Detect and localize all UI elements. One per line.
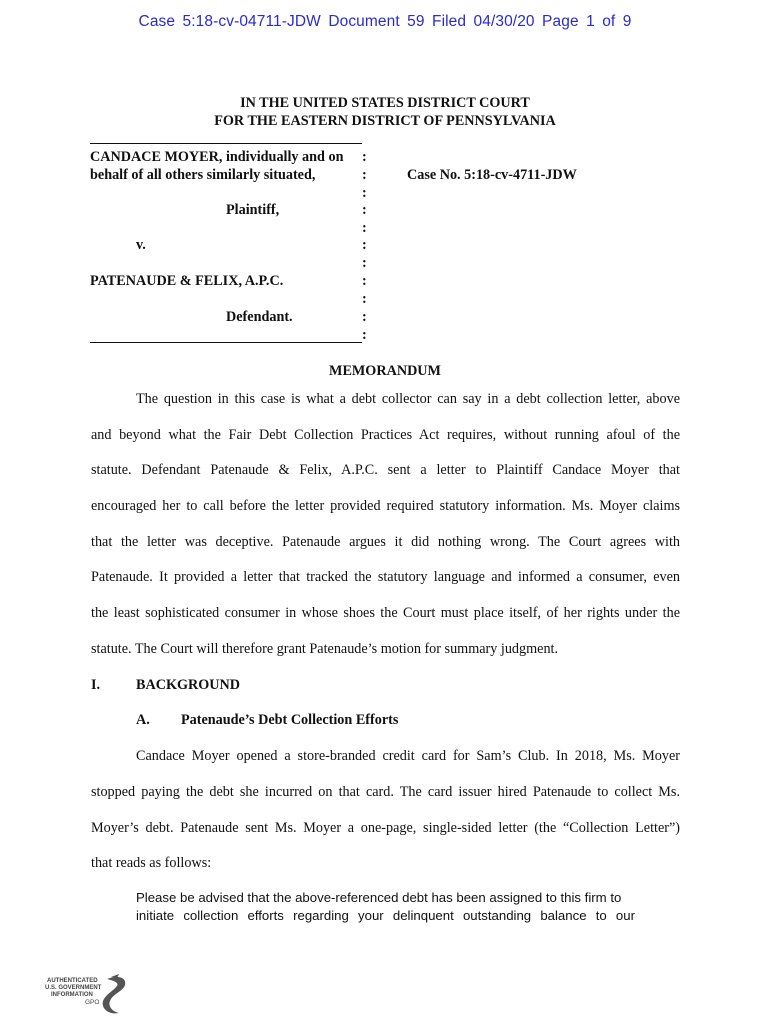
subsection-heading: Patenaude’s Debt Collection Efforts: [181, 712, 399, 728]
memorandum-title: MEMORANDUM: [329, 363, 441, 379]
intro-line: encouraged her to call before the letter provided required statutory information. Ms. Moyer claims: [91, 498, 680, 514]
background-line: Candace Moyer opened a store-branded credit card for Sam’s Club. In 2018, Ms. Moyer: [136, 748, 680, 764]
caption-colon: :: [362, 309, 367, 325]
plaintiff-role: Plaintiff,: [226, 202, 280, 218]
caption-colon: :: [362, 185, 367, 201]
subsection-number: A.: [136, 712, 150, 728]
gpo-logo-line4: GPO: [85, 999, 100, 1006]
caption-top-rule: [90, 143, 362, 144]
versus: v.: [136, 237, 146, 253]
defendant-role: Defendant.: [226, 309, 293, 325]
block-quote-line: initiate collection efforts regarding your delinquent outstanding balance to our: [136, 908, 635, 923]
intro-line: that the letter was deceptive. Patenaude argues it did nothing wrong. The Court agrees with: [91, 534, 680, 550]
defendant-name: PATENAUDE & FELIX, A.P.C.: [90, 273, 284, 289]
background-line: stopped paying the debt she incurred on that card. The card issuer hired Patenaude to collect Ms.: [91, 784, 680, 800]
caption-colon: :: [362, 202, 367, 218]
caption-colon: :: [362, 149, 367, 165]
caption-colon: :: [362, 237, 367, 253]
caption-bottom-rule: [90, 342, 362, 343]
intro-line: statute. Defendant Patenaude & Felix, A.P.C. sent a letter to Plaintiff Candace Moyer that: [91, 462, 680, 478]
plaintiff-name-line2: behalf of all others similarly situated,: [90, 167, 316, 183]
caption-colon: :: [362, 327, 367, 343]
caption-colon: :: [362, 291, 367, 307]
intro-line: and beyond what the Fair Debt Collection Practices Act requires, without running afoul of the: [91, 427, 680, 443]
gpo-logo-line2: U.S. GOVERNMENT: [45, 985, 102, 991]
caption-colon: :: [362, 220, 367, 236]
block-quote-line: Please be advised that the above-referenced debt has been assigned to this firm to: [136, 890, 622, 905]
gpo-authentication-logo: [45, 973, 135, 1017]
intro-line: statute. The Court will therefore grant Patenaude’s motion for summary judgment.: [91, 641, 559, 657]
intro-line: The question in this case is what a debt collector can say in a debt collection letter, above: [136, 391, 680, 407]
case-number: Case No. 5:18-cv-4711-JDW: [407, 167, 577, 183]
intro-line: Patenaude. It provided a letter that tracked the statutory language and informed a consumer, even: [91, 569, 680, 585]
section-heading: BACKGROUND: [136, 677, 241, 693]
background-line: Moyer’s debt. Patenaude sent Ms. Moyer a one-page, single-sided letter (the “Collection Letter”): [91, 820, 680, 836]
gpo-logo-line3: INFORMATION: [51, 992, 93, 998]
gpo-logo-line1: AUTHENTICATED: [47, 978, 98, 984]
gpo-eagle-icon: [45, 973, 135, 1017]
case-header-stamp: Case 5:18-cv-04711-JDW Document 59 Filed 04/30/20 Page 1 of 9: [138, 13, 632, 30]
court-title-line1: IN THE UNITED STATES DISTRICT COURT: [240, 95, 530, 111]
intro-line: the least sophisticated consumer in whose shoes the Court must place itself, of her rights under the: [91, 605, 680, 621]
caption-colon: :: [362, 273, 367, 289]
caption-colon: :: [362, 255, 367, 271]
court-title-line2: FOR THE EASTERN DISTRICT OF PENNSYLVANIA: [214, 113, 556, 129]
court-title: [0, 94, 770, 130]
plaintiff-name-line1: CANDACE MOYER, individually and on: [90, 149, 344, 165]
section-number: I.: [91, 677, 101, 693]
caption-colon: :: [362, 167, 367, 183]
background-line: that reads as follows:: [91, 855, 212, 871]
